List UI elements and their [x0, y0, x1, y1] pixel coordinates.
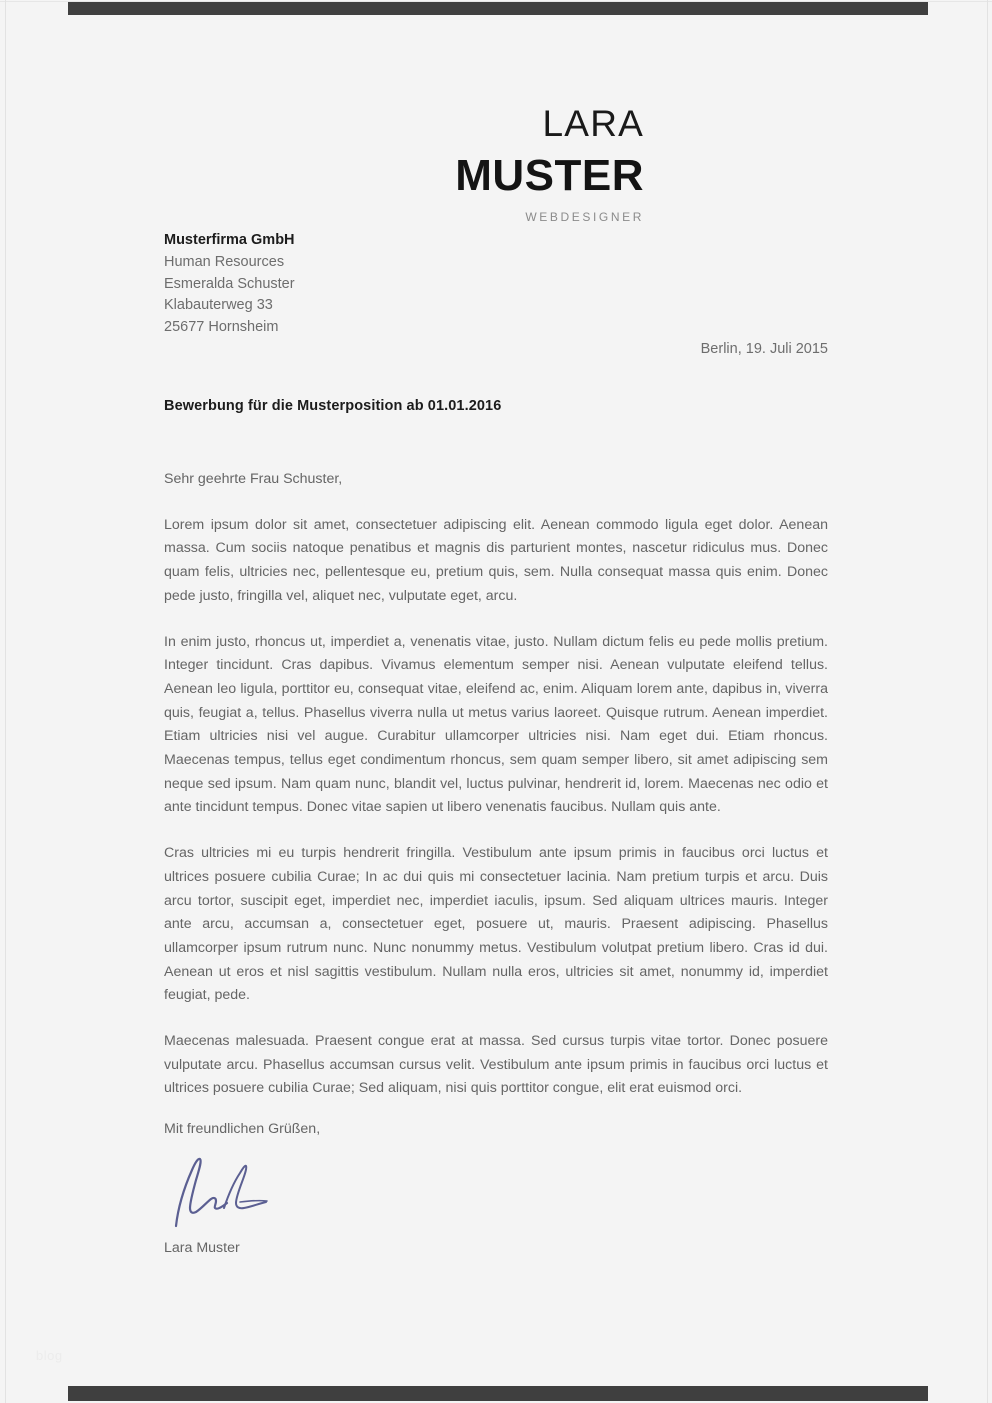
recipient-address-block	[164, 230, 295, 339]
header-accent-bar	[68, 2, 928, 15]
recipient-department: Human Resources	[164, 253, 285, 270]
signee-name: Lara Muster	[164, 1240, 240, 1256]
body-paragraph-2: In enim justo, rhoncus ut, imperdiet a, venenatis vitae, justo. Nullam dictum felis eu pede mollis pretium. Integer tincidunt. Cras dapibus. Vivamus elementum semper nisi. Aenean vulputate eleifend tellus. Aenean leo ligula, porttitor eu, consequat vitae, eleifend ac, enim. Aliquam lorem ante, dapibus in, viverra quis, feugiat a, tellus. Phasellus viverra nulla ut metus varius laoreet. Quisque rutrum. Aenean imperdiet. Etiam ultricies nisi vel augue. Curabitur ullamcorper ultricies nisi. Nam eget dui. Etiam rhoncus. Maecenas tempus, tellus eget condimentum rhoncus, sem quam semper libero, sit amet adipiscing sem neque sed ipsum. Nam quam nunc, blandit vel, luctus pulvinar, hendrerit id, lorem. Maecenas nec odio et ante tincidunt tempus. Donec vitae sapien ut libero venenatis faucibus. Nullam quis ante.	[164, 633, 828, 816]
recipient-company: Musterfirma GmbH	[164, 232, 295, 248]
letterhead	[160, 105, 644, 224]
body-paragraph-4: Maecenas malesuada. Praesent congue erat at massa. Sed cursus turpis vitae tortor. Donec posuere vulputate arcu. Phasellus accumsan cursus velit. Vestibulum ante ipsum primis in faucibus orci luctus et ultrices posuere cubilia Curae; Sed aliquam, nisi quis porttitor congue, elit erat euismod orci.	[164, 1033, 828, 1097]
last-name: MUSTER	[455, 151, 644, 200]
date-line: Berlin, 19. Juli 2015	[700, 341, 828, 357]
job-title: WEBDESIGNER	[525, 210, 644, 224]
page-edge-left	[5, 0, 6, 1403]
salutation: Sehr geehrte Frau Schuster,	[164, 471, 343, 487]
subject-line: Bewerbung für die Musterposition ab 01.01.2016	[164, 398, 502, 414]
first-name: LARA	[542, 103, 644, 144]
watermark-text: blog	[36, 1348, 63, 1363]
recipient-contact-person: Esmeralda Schuster	[164, 275, 295, 292]
body-paragraph-1: Lorem ipsum dolor sit amet, consectetuer adipiscing elit. Aenean commodo ligula eget dolor. Aenean massa. Cum sociis natoque penatibus et magnis dis parturient montes, nascetur ridiculus mus. Donec quam felis, ultricies nec, pellentesque eu, pretium quis, sem. Nulla consequat massa quis enim. Donec pede justo, fringilla vel, aliquet nec, vulputate eget, arcu.	[164, 516, 828, 604]
recipient-city: 25677 Hornsheim	[164, 319, 279, 336]
letter-body	[164, 468, 828, 1123]
footer-accent-bar	[68, 1386, 928, 1401]
page-edge-right	[987, 0, 988, 1403]
closing-phrase: Mit freundlichen Grüßen,	[164, 1121, 321, 1137]
handwritten-signature	[166, 1152, 286, 1232]
recipient-street: Klabauterweg 33	[164, 297, 273, 314]
body-paragraph-3: Cras ultricies mi eu turpis hendrerit fringilla. Vestibulum ante ipsum primis in faucibus orci luctus et ultrices posuere cubilia Curae; In ac dui quis mi consectetuer lacinia. Nam pretium turpis et arcu. Duis arcu tortor, suscipit eget, imperdiet nec, imperdiet iaculis, ipsum. Sed aliquam ultrices mauris. Integer ante arcu, accumsan a, consectetuer eget, posuere ut, mauris. Praesent adipiscing. Phasellus ullamcorper ipsum rutrum nunc. Nunc nonummy metus. Vestibulum volutpat pretium libero. Cras id dui. Aenean ut eros et nisl sagittis vestibulum. Nullam nulla eros, ultricies sit amet, nonummy id, imperdiet feugiat, pede.	[164, 845, 828, 1004]
